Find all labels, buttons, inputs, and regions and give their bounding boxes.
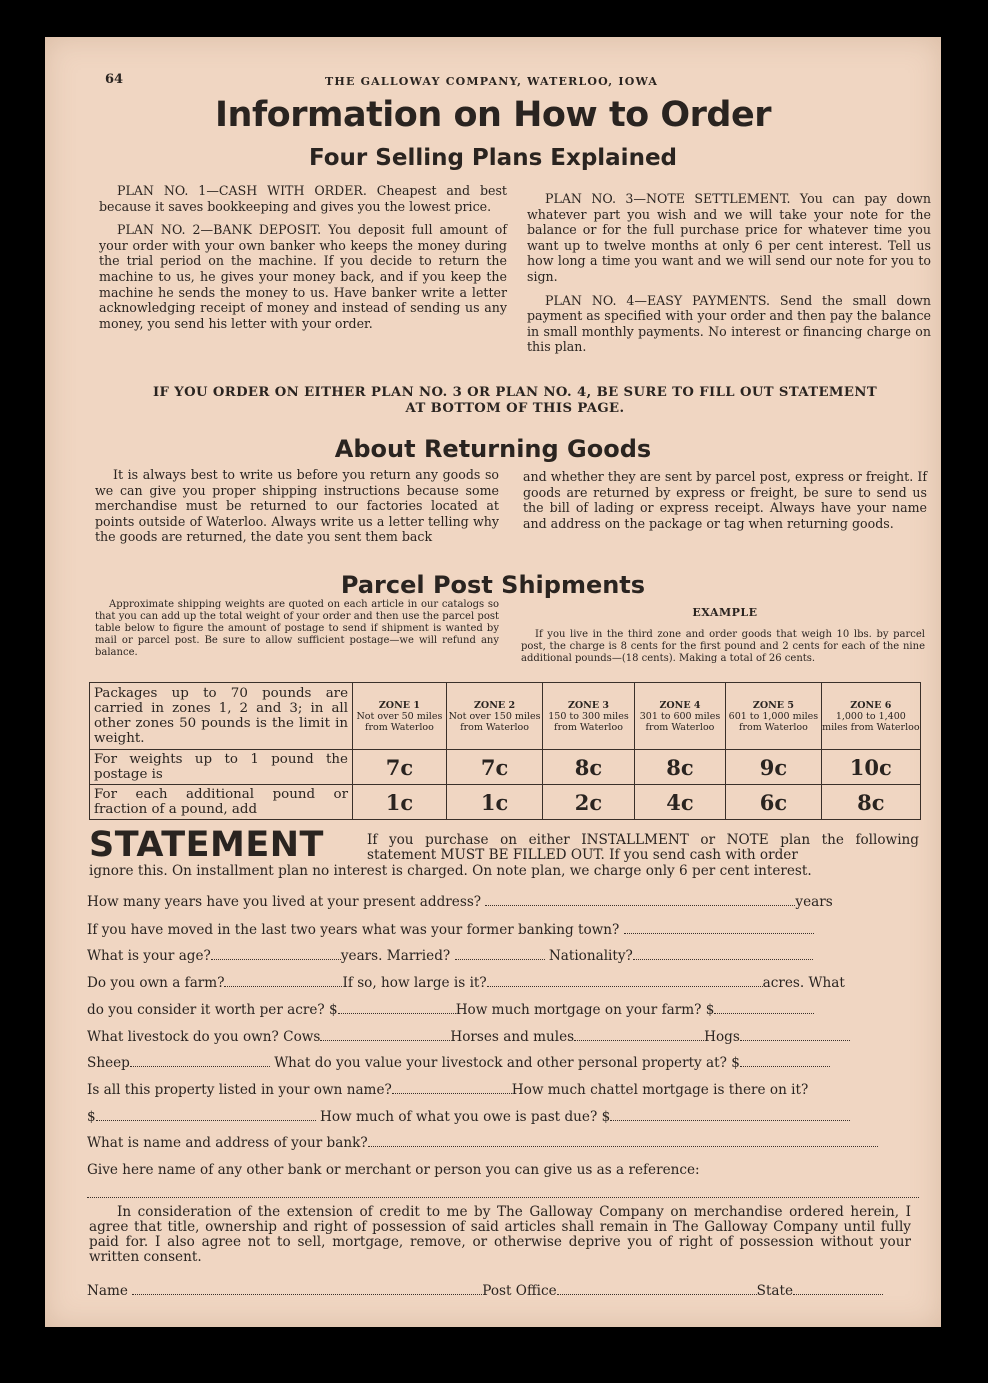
zone-name: ZONE 3 (567, 699, 610, 711)
question-label: What is your age? (87, 948, 211, 964)
parcel-left (95, 599, 499, 659)
years-at-address-field[interactable] (485, 893, 795, 906)
zone-range: 301 to 600 miles from Waterloo (639, 710, 721, 733)
question-property-name (87, 1081, 919, 1099)
returning-right (523, 469, 927, 539)
horses-field[interactable] (574, 1028, 704, 1041)
bank-address-field[interactable] (368, 1134, 878, 1147)
question-label: How many years have you lived at your present address? (87, 894, 482, 910)
company-header: THE GALLOWAY COMPANY, WATERLOO, IOWA (325, 75, 659, 88)
first-pound-label: For weights up to 1 pound the postage is (90, 750, 353, 785)
zone-2-additional-rate: 1c (446, 785, 542, 820)
zone-5-additional-rate: 6c (726, 785, 821, 820)
signature-line (87, 1282, 919, 1300)
zone-6-first-rate: 10c (821, 750, 920, 785)
plan-1-text: PLAN NO. 1—CASH WITH ORDER. Cheapest and best because it saves bookkeeping and gives you the lowest price. (99, 183, 507, 214)
returning-goods-heading: About Returning Goods (334, 435, 652, 463)
zone-range: 1,000 to 1,400 miles from Waterloo (822, 710, 920, 733)
question-farm-value (87, 1001, 919, 1019)
married-field[interactable] (455, 947, 545, 960)
zone-range: 150 to 300 miles from Waterloo (548, 710, 629, 733)
nationality-field[interactable] (633, 947, 813, 960)
zone-range: 601 to 1,000 miles from Waterloo (728, 710, 819, 733)
question-sheep-property (87, 1054, 919, 1072)
question-bank (87, 1134, 919, 1152)
question-label: Horses and mules (450, 1029, 575, 1045)
former-bank-town-field[interactable] (624, 921, 814, 934)
question-label: Nationality? (548, 948, 633, 964)
question-livestock (87, 1028, 919, 1046)
name-field[interactable] (132, 1282, 482, 1295)
credit-agreement-text: In consideration of the extension of credit to me by The Galloway Company on merchandise ordered herein, I agree that title, ownership and right of possession of said articles shall remain in The Galloway Company until fully paid for. I also agree not to sell, mortgage, remove, or otherwise deprive you of right of possession without your written consent. (89, 1204, 911, 1265)
returning-left-text: It is always best to write us before you return any goods so we can give you proper shipping instructions because some merchandise must be returned to our factories located at points outside of Waterloo. Always write us a letter telling why the goods are returned, the date you sent them back (95, 467, 499, 545)
zone-1-first-rate: 7c (353, 750, 447, 785)
page-title: Information on How to Order (215, 95, 771, 135)
rate-table-intro: Packages up to 70 pounds are carried in zones 1, 2 and 3; in all other zones 50 pounds is the limit in weight. (90, 683, 353, 750)
question-suffix: years (795, 894, 833, 910)
question-reference (87, 1161, 919, 1179)
question-label: What do you value your livestock and other personal property at? (274, 1055, 727, 1071)
plan-2-text: PLAN NO. 2—BANK DEPOSIT. You deposit full amount of your order with your own banker who keeps the money during the trial period on the machine. If you decide to return the machine to us, he gives your money back, and if you keep the machine he sends the money to us. Have banker write a letter acknowledging receipt of money and instead of sending us any money, you send his letter with your order. (99, 222, 507, 331)
zone-name: ZONE 6 (850, 699, 892, 711)
reference-field[interactable] (87, 1197, 919, 1198)
question-label: What is name and address of your bank? (87, 1135, 368, 1151)
zone-1-additional-rate: 1c (353, 785, 447, 820)
question-farm (87, 974, 919, 992)
zone-6-header (821, 683, 920, 750)
question-former-bank-town (87, 921, 919, 939)
question-label: How much chattel mortgage is there on it? (511, 1082, 809, 1098)
credit-agreement (89, 1205, 911, 1265)
question-years-at-address (87, 893, 919, 911)
statement-heading: STATEMENT (89, 825, 324, 865)
zone-name: ZONE 4 (659, 699, 701, 711)
question-label: Is all this property listed in your own name? (87, 1082, 392, 1098)
plans-left-column (99, 183, 507, 339)
question-label: How much mortgage on your farm? (455, 1002, 702, 1018)
plans-right-column (527, 191, 931, 363)
zone-range: Not over 50 miles from Waterloo (356, 710, 443, 733)
farm-value-field[interactable] (338, 1001, 456, 1014)
sheep-field[interactable] (130, 1054, 270, 1067)
question-past-due (87, 1108, 919, 1126)
zone-6-additional-rate: 8c (821, 785, 920, 820)
past-due-field[interactable] (610, 1108, 850, 1121)
zone-4-header (634, 683, 725, 750)
zone-5-first-rate: 9c (726, 750, 821, 785)
question-label: years. Married? (340, 948, 451, 964)
own-farm-field[interactable] (224, 974, 342, 987)
zone-1-header (353, 683, 447, 750)
question-label: If so, how large is it? (342, 975, 487, 991)
zone-name: ZONE 2 (474, 699, 516, 711)
question-label: acres. What (762, 975, 845, 991)
zone-3-header (543, 683, 634, 750)
additional-pound-label: For each additional pound or fraction of a pound, add (90, 785, 353, 820)
zone-3-first-rate: 8c (543, 750, 634, 785)
parcel-rate-table (89, 682, 921, 820)
question-label: If you have moved in the last two years what was your former banking town? (87, 922, 620, 938)
post-office-field[interactable] (557, 1282, 757, 1295)
farm-mortgage-field[interactable] (714, 1001, 814, 1014)
farm-size-field[interactable] (487, 974, 763, 987)
page-subtitle: Four Selling Plans Explained (308, 145, 678, 171)
cows-field[interactable] (320, 1028, 450, 1041)
plan-3-text: PLAN NO. 3—NOTE SETTLEMENT. You can pay down whatever part you wish and we will take your note for the balance or for the full purchase price for whatever time you want up to twelve months at only 6 per cent interest. Tell us how long a time you want and we will send our note for you to sign. (527, 191, 931, 284)
property-listed-field[interactable] (392, 1081, 512, 1094)
property-value-field[interactable] (740, 1054, 830, 1067)
question-label: Do you own a farm? (87, 975, 225, 991)
currency-sign: $ (329, 1002, 338, 1018)
age-field[interactable] (211, 947, 341, 960)
returning-right-text: and whether they are sent by parcel post, express or freight. If goods are returned by express or freight, be sure to send us the bill of lading or express receipt. Always have your name and address on the package or tag when returning goods. (523, 469, 927, 531)
zone-name: ZONE 5 (752, 699, 794, 711)
question-label: Sheep (87, 1055, 130, 1071)
name-label: Name (87, 1283, 128, 1299)
question-label: Cows (283, 1029, 321, 1045)
returning-left (95, 467, 499, 553)
parcel-example-text: If you live in the third zone and order goods that weigh 10 lbs. by parcel post, the charge is 8 cents for the first pound and 2 cents for each of the nine additional pounds—(18 cents). Making a total of 26 cents. (521, 629, 925, 664)
post-office-label: Post Office (482, 1283, 557, 1299)
question-label: How much of what you owe is past due? (319, 1109, 598, 1125)
page-number: 64 (105, 72, 124, 87)
parcel-post-heading: Parcel Post Shipments (340, 571, 646, 599)
zone-4-additional-rate: 4c (634, 785, 725, 820)
zone-2-header (446, 683, 542, 750)
currency-sign: $ (601, 1109, 611, 1125)
parcel-example (521, 629, 925, 665)
question-label: Hogs (704, 1029, 740, 1045)
statement-notice: IF YOU ORDER ON EITHER PLAN NO. 3 OR PLAN NO. 4, BE SURE TO FILL OUT STATEMENT AT BOTTOM OF THIS PAGE. (152, 385, 878, 416)
question-age-married-nationality (87, 947, 919, 965)
statement-intro: If you purchase on either INSTALLMENT or NOTE plan the following statement MUST BE FILLED OUT. If you send cash with order (367, 832, 919, 863)
catalog-page (45, 37, 941, 1327)
parcel-left-text: Approximate shipping weights are quoted on each article in our catalogs so that you can add up the total weight of your order and then use the parcel post table below to figure the amount of postage to send if shipment is wanted by mail or parcel post. Be sure to allow sufficient postage—we will refund any balance. (95, 599, 499, 658)
state-label: State (756, 1283, 794, 1299)
example-heading: EXAMPLE (692, 606, 758, 619)
question-label: What livestock do you own? (87, 1029, 279, 1045)
plan-4-text: PLAN NO. 4—EASY PAYMENTS. Send the small down payment as specified with your order and then pay the balance in small monthly payments. No interest or financing charge on this plan. (527, 292, 931, 355)
zone-2-first-rate: 7c (446, 750, 542, 785)
zone-range: Not over 150 miles from Waterloo (448, 710, 541, 733)
zone-4-first-rate: 8c (634, 750, 725, 785)
currency-sign: $ (705, 1002, 715, 1018)
hogs-field[interactable] (740, 1028, 850, 1041)
state-field[interactable] (793, 1282, 883, 1295)
zone-3-additional-rate: 2c (543, 785, 634, 820)
currency-sign: $ (87, 1109, 96, 1125)
question-label: do you consider it worth per acre? (87, 1002, 325, 1018)
statement-intro-2: ignore this. On installment plan no interest is charged. On note plan, we charge only 6 per cent interest. (89, 863, 812, 879)
zone-name: ZONE 1 (378, 699, 420, 711)
chattel-mortgage-field[interactable] (96, 1108, 316, 1121)
currency-sign: $ (731, 1055, 740, 1071)
question-label: Give here name of any other bank or merchant or person you can give us as a reference: (87, 1162, 700, 1178)
zone-5-header (726, 683, 821, 750)
